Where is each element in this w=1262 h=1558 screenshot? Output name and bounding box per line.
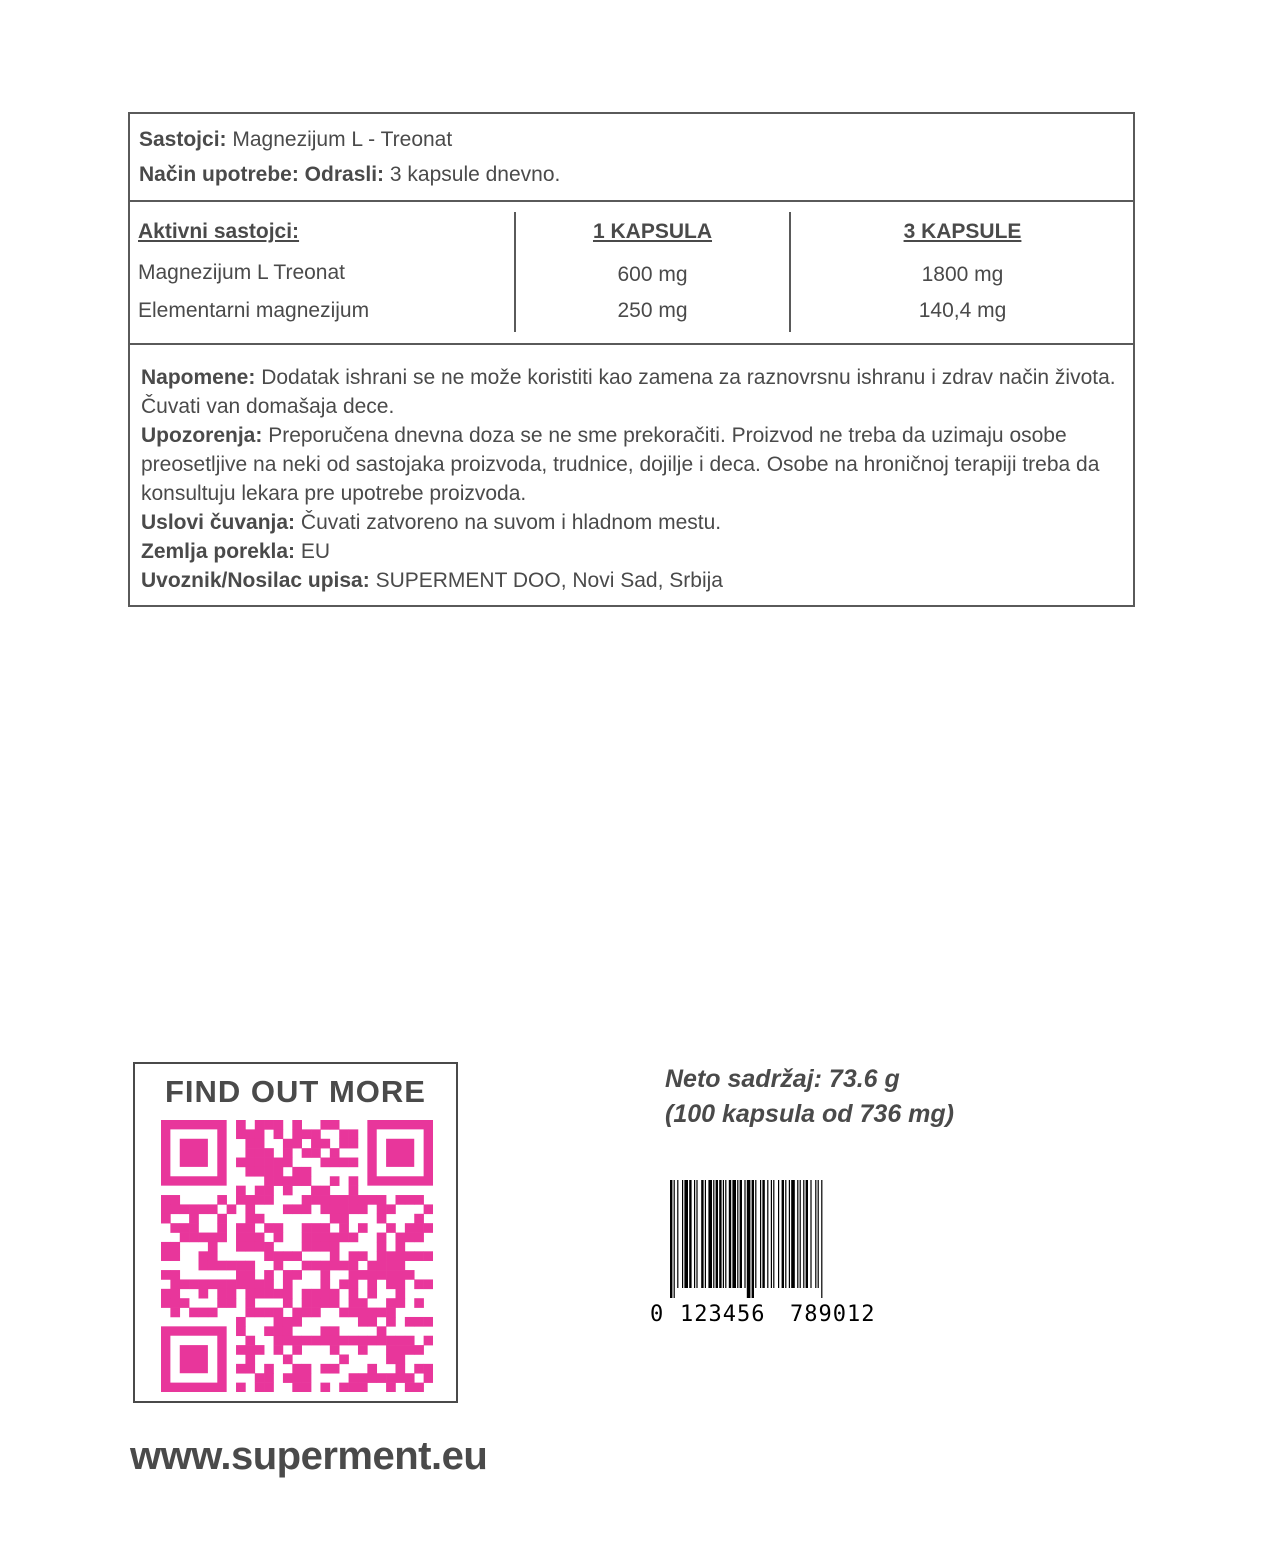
table-cell-1-capsule: 600 mg [617,263,688,286]
qr-code-icon[interactable] [161,1120,433,1392]
storage-text: Čuvati zatvoreno na suvom i hladnom mestu. [300,511,722,534]
barcode-icon [648,1180,910,1300]
website-link[interactable]: www.superment.eu [130,1434,488,1478]
ingredients-line [139,126,452,154]
table-header-3-capsules: 3 KAPSULE [903,220,1022,243]
origin-paragraph [141,537,1121,566]
product-label-box [128,112,1135,607]
barcode-left-digits: 123456 [680,1302,766,1327]
qr-code-box [133,1062,458,1403]
notes-section [130,345,1133,605]
active-ingredients-table [130,202,1133,345]
ingredients-value: Magnezijum L - Treonat [232,128,453,151]
importer-label: Uvoznik/Nosilac upisa: [141,569,370,592]
table-header-ingredients: Aktivni sastojci: [138,220,300,243]
storage-label: Uslovi čuvanja: [141,511,296,534]
storage-paragraph [141,508,1121,537]
net-content [665,1062,954,1132]
table-header-1-capsule: 1 KAPSULA [592,220,713,243]
qr-title: FIND OUT MORE [165,1074,426,1109]
importer-text: SUPERMENT DOO, Novi Sad, Srbija [375,569,723,592]
warnings-text: Preporučena dnevna doza se ne sme prekoračiti. Proizvod ne treba da uzimaju osobe preosetljive na neki od sastojaka proizvoda, trudnice, dojilje i deca. Osobe na hroničnoj terapiji treba da konsultuju lekara pre upotrebe proizvoda. [141,424,1100,505]
barcode-right-digits: 789012 [790,1302,876,1327]
table-cell-ingredient: Elementarni magnezijum [138,299,370,322]
origin-text: EU [300,540,331,563]
usage-value: 3 kapsule dnevno. [389,163,561,186]
table-cell-3-capsules: 140,4 mg [918,299,1007,322]
ingredients-label: Sastojci: [139,128,227,151]
importer-paragraph [141,566,1121,595]
notes-text: Dodatak ishrani se ne može koristiti kao zamena za raznovrsnu ishranu i zdrav način života. Čuvati van domašaja dece. [141,366,1116,418]
notes-label: Napomene: [141,366,256,389]
net-content-line: (100 kapsula od 736 mg) [665,1100,955,1128]
usage-line [139,161,560,189]
warnings-paragraph [141,421,1121,508]
origin-label: Zemlja porekla: [141,540,296,563]
barcode-first-digit: 0 [650,1302,664,1327]
table-cell-ingredient: Magnezijum L Treonat [138,261,345,284]
net-content-line: Neto sadržaj: 73.6 g [665,1065,900,1093]
ingredients-section [130,114,1133,202]
notes-paragraph [141,363,1121,421]
table-cell-3-capsules: 1800 mg [921,263,1004,286]
usage-label: Način upotrebe: Odrasli: [139,163,385,186]
warnings-label: Upozorenja: [141,424,263,447]
table-cell-1-capsule: 250 mg [617,299,688,322]
